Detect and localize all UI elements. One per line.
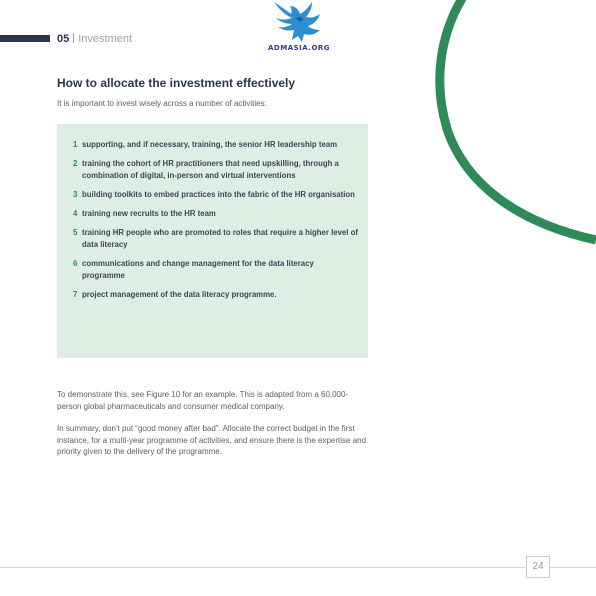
griffin-icon — [266, 0, 328, 46]
body-paragraph-2: In summary, don't put “good money after bad”. Allocate the correct budget in the first instance, for a multi-year programme of activities, and ensure there is the expertise and priority given to the delivery of the programme. — [57, 424, 367, 456]
activities-list — [73, 139, 358, 308]
item-number: 1 — [73, 140, 78, 149]
body-paragraph-1: To demonstrate this, see Figure 10 for an example. This is adapted from a 60,000-person global pharmaceuticals and consumer medical company. — [57, 390, 349, 411]
section-number: 05 — [57, 33, 70, 45]
item-number: 7 — [73, 290, 78, 299]
item-text: training the cohort of HR practitioners that need upskilling, through a combination of digital, in-person and virtual interventions — [82, 159, 339, 180]
section-accent-bar — [0, 35, 50, 42]
activities-box — [57, 124, 368, 358]
list-item — [73, 227, 358, 251]
item-number: 5 — [73, 228, 78, 237]
list-item — [73, 258, 358, 282]
list-item — [73, 189, 358, 201]
item-text: training new recruits to the HR team — [82, 209, 216, 218]
item-text: training HR people who are promoted to roles that require a higher level of data literacy — [82, 228, 358, 249]
item-text: supporting, and if necessary, training, the senior HR leadership team — [82, 140, 338, 149]
section-title: Investment — [78, 33, 133, 45]
page-number: 24 — [526, 556, 550, 578]
footer-divider — [0, 567, 596, 568]
list-item — [73, 208, 358, 220]
decorative-arc — [418, 0, 596, 252]
item-text: building toolkits to embed practices into the fabric of the HR organisation — [82, 190, 355, 199]
item-number: 6 — [73, 259, 78, 268]
logo-text: ADMASIA.ORG — [268, 44, 331, 52]
arc-stroke — [440, 0, 596, 240]
item-text: communications and change management for the data literacy programme — [82, 259, 314, 280]
list-item — [73, 139, 358, 151]
page-heading: How to allocate the investment effectively — [57, 76, 296, 90]
item-number: 2 — [73, 159, 78, 168]
list-item — [73, 289, 358, 301]
list-item — [73, 158, 358, 182]
item-number: 4 — [73, 209, 78, 218]
item-text: project management of the data literacy programme. — [82, 290, 277, 299]
intro-text: It is important to invest wisely across a number of activities: — [57, 99, 267, 108]
header-divider — [73, 33, 74, 43]
item-number: 3 — [73, 190, 78, 199]
section-header — [57, 33, 132, 45]
logo — [266, 0, 331, 56]
